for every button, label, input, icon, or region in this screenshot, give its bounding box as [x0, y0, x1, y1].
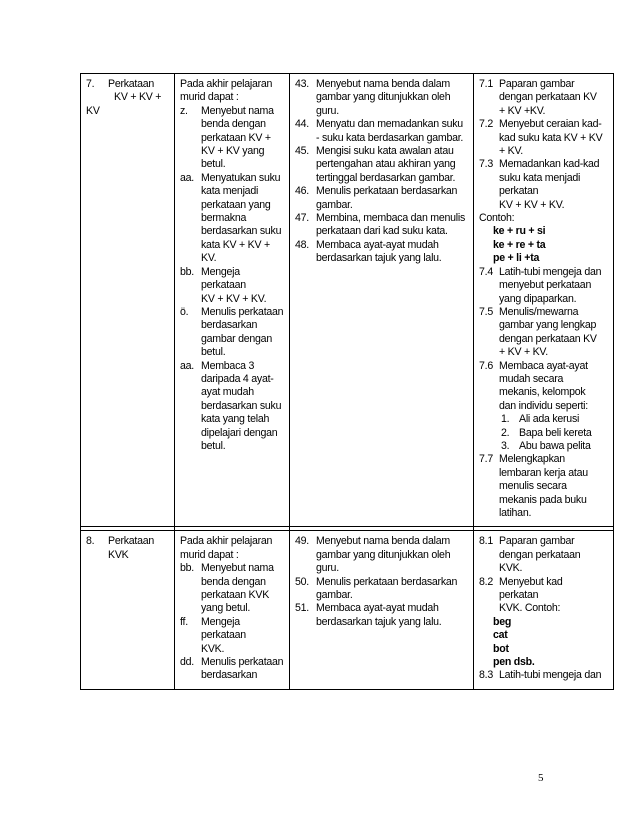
example-word: ke + re + ta — [493, 238, 546, 251]
objective-item — [180, 656, 286, 683]
item-text — [499, 669, 610, 682]
topic-cell — [81, 531, 175, 689]
item-marker: dd. — [180, 656, 194, 669]
text-line: + KV +KV. — [499, 104, 546, 117]
text-line: KVK. Contoh: — [499, 602, 561, 615]
text-line: Membaca 3 — [201, 359, 255, 372]
text-line: Latih-tubi mengeja dan — [499, 265, 602, 278]
example-word: bot — [493, 642, 509, 655]
text-line: Menyebut kad — [499, 575, 563, 588]
text-line: KV — [86, 104, 100, 117]
item-marker: 1. — [501, 413, 510, 426]
text-line: + KV. — [499, 145, 523, 158]
activity-item — [479, 576, 610, 616]
objective-item — [180, 266, 286, 306]
text-line: Paparan gambar — [499, 78, 575, 90]
example-sentence — [479, 413, 610, 426]
activity-item — [479, 306, 610, 360]
text-line: Mengeja — [201, 265, 240, 278]
text-line: Menyatu dan memadankan suku — [316, 118, 463, 131]
item-text — [316, 78, 470, 118]
text-line: Menyebut nama — [201, 104, 274, 117]
text-line: benda dengan — [201, 575, 266, 588]
text-line: Menulis perkataan — [201, 305, 284, 318]
topic-number: 8. — [86, 535, 95, 548]
item-text — [316, 118, 470, 145]
text-line: Menyebut ceraian kad- — [499, 118, 602, 131]
text-line: benda dengan — [201, 118, 266, 131]
example-word: beg — [493, 615, 512, 628]
text-line: menulis secara — [499, 480, 567, 493]
text-line: perkataan — [201, 629, 246, 642]
item-marker: 49. — [295, 535, 309, 548]
text-line: Menulis perkataan berdasarkan — [316, 185, 458, 198]
item-marker: 47. — [295, 212, 309, 225]
item-text — [499, 78, 610, 118]
example-word: cat — [493, 629, 508, 642]
text-line: suku kata menjadi — [499, 171, 581, 184]
activity-item — [479, 360, 610, 414]
outcomes-cell — [290, 531, 474, 689]
text-line: pertengahan atau akhiran yang — [316, 158, 456, 171]
text-line: gambar yang ditunjukkan oleh — [316, 91, 451, 104]
item-text — [316, 212, 470, 239]
text-line: perkatan — [499, 589, 539, 602]
item-text — [499, 576, 610, 616]
item-text — [201, 360, 286, 454]
table-row — [81, 531, 614, 689]
item-marker: 46. — [295, 185, 309, 198]
text-line: perkataan KVK — [201, 589, 270, 602]
text-line: Menyatukan suku — [201, 171, 281, 184]
activity-item — [479, 453, 610, 520]
item-text: Ali ada kerusi — [519, 413, 580, 426]
text-line: Menulis perkataan — [201, 656, 284, 669]
text-line: yang betul. — [201, 602, 251, 615]
item-marker: 7.5 — [479, 305, 493, 318]
text-line: perkataan — [201, 279, 246, 292]
item-text: Abu bawa pelita — [519, 439, 591, 452]
text-line: Membaca ayat-ayat — [499, 359, 588, 372]
item-text — [201, 562, 286, 616]
item-text — [316, 145, 470, 185]
text-line: Latih-tubi mengeja dan — [499, 669, 602, 682]
text-line: dan individu seperti: — [499, 399, 588, 412]
text-line: - suku kata berdasarkan gambar. — [316, 131, 464, 144]
text-line: dengan perkataan — [499, 548, 581, 561]
item-text — [316, 576, 470, 603]
item-text — [316, 239, 470, 266]
objective-item — [180, 105, 286, 172]
text-line: betul. — [201, 346, 226, 359]
item-marker: aa. — [180, 171, 194, 184]
text-line: kata KV + KV + — [201, 238, 270, 251]
text-line: Perkataan — [108, 78, 155, 90]
item-text — [201, 306, 286, 360]
item-marker: 45. — [295, 145, 309, 158]
item-text — [316, 602, 470, 629]
text-line: gambar dengan — [201, 332, 272, 345]
outcomes-cell — [290, 74, 474, 527]
item-text — [499, 118, 610, 158]
item-marker: 51. — [295, 602, 309, 615]
activities-cell — [474, 74, 614, 527]
objective-item — [180, 562, 286, 616]
item-text — [499, 453, 610, 520]
text-line: guru. — [316, 562, 339, 575]
item-text — [201, 105, 286, 172]
text-line: menyebut perkataan — [499, 279, 592, 292]
topic-title — [86, 535, 171, 562]
text-line: Paparan gambar — [499, 535, 575, 548]
text-line: yang dipaparkan. — [499, 292, 577, 305]
item-text — [201, 656, 286, 683]
text-line: kata yang telah — [201, 413, 270, 426]
item-marker: 7.3 — [479, 158, 493, 171]
text-line: KV + KV yang — [201, 145, 265, 158]
text-line: Menyebut nama benda dalam — [316, 535, 450, 548]
text-line: perkataan dari kad suku kata. — [316, 225, 448, 238]
text-line: KV + KV + KV. — [499, 198, 565, 211]
text-line: KV. — [201, 252, 217, 265]
text-line: Melengkapkan — [499, 453, 565, 466]
item-marker: 48. — [295, 238, 309, 251]
activity-item — [479, 535, 610, 575]
text-line: Pada akhir pelajaran — [180, 78, 273, 90]
item-text — [499, 360, 610, 414]
text-line: Mengeja — [201, 615, 240, 628]
objectives-cell — [175, 74, 290, 527]
objective-item — [180, 616, 286, 656]
lesson-plan-table — [80, 73, 614, 690]
text-line: berdasarkan — [201, 669, 258, 682]
text-line: murid dapat : — [180, 91, 239, 104]
item-marker: 3. — [501, 439, 510, 452]
topic-number: 7. — [86, 78, 95, 90]
item-text — [316, 185, 470, 212]
item-text — [499, 306, 610, 360]
table-row — [81, 74, 614, 527]
text-line: dengan perkataan KV — [499, 91, 597, 104]
outcome-item — [295, 535, 470, 575]
outcome-item — [295, 602, 470, 629]
text-line: mekanis pada buku — [499, 493, 587, 506]
example-word: pen dsb. — [493, 656, 535, 669]
text-line: Memadankan kad-kad — [499, 158, 600, 171]
text-line: Menulis perkataan berdasarkan — [316, 575, 458, 588]
example-word: ke + ru + si — [493, 225, 546, 238]
objective-item — [180, 306, 286, 360]
item-text — [201, 266, 286, 306]
outcome-item — [295, 576, 470, 603]
outcome-item — [295, 145, 470, 185]
text-line: gambar. — [316, 198, 353, 211]
item-text: Bapa beli kereta — [519, 426, 592, 439]
contoh-label: Contoh: — [479, 212, 515, 225]
text-line: perkataan yang — [201, 198, 271, 211]
text-line: mudah secara — [499, 372, 564, 385]
text-line: KV + KV + — [114, 91, 162, 104]
text-line: gambar yang lengkap — [499, 319, 597, 332]
text-line: gambar. — [316, 589, 353, 602]
text-line: kata menjadi — [201, 185, 259, 198]
topic-cell — [81, 74, 175, 527]
outcome-item — [295, 118, 470, 145]
text-line: Menyebut nama benda dalam — [316, 78, 450, 90]
text-line: KVK — [108, 548, 129, 561]
item-text — [499, 266, 610, 306]
objectives-cell — [175, 531, 290, 689]
text-line: Membina, membaca dan menulis — [316, 212, 466, 225]
item-marker: ff. — [180, 615, 188, 628]
text-line: daripada 4 ayat- — [201, 372, 274, 385]
text-line: bermakna — [201, 212, 247, 225]
objective-item — [180, 172, 286, 266]
text-line: Menulis/mewarna — [499, 305, 579, 318]
item-marker: 7.6 — [479, 359, 493, 372]
item-marker: 50. — [295, 575, 309, 588]
text-line: dengan perkataan KV — [499, 332, 597, 345]
activities-cell — [474, 531, 614, 689]
topic-text — [108, 78, 171, 105]
item-marker: aa. — [180, 359, 194, 372]
text-line: berdasarkan tajuk yang lalu. — [316, 615, 442, 628]
text-line: Perkataan — [108, 535, 155, 548]
item-marker: 8.2 — [479, 575, 493, 588]
text-line: KV + KV + KV. — [201, 292, 267, 305]
item-marker: ö. — [180, 305, 189, 318]
item-marker: 8.3 — [479, 669, 493, 682]
outcome-item — [295, 239, 470, 266]
activity-item — [479, 78, 610, 118]
text-line: Membaca ayat-ayat mudah — [316, 238, 439, 251]
item-marker: 7.4 — [479, 265, 493, 278]
example-word: pe + li +ta — [493, 252, 540, 265]
item-marker: 7.1 — [479, 78, 493, 90]
text-line: berdasarkan — [201, 319, 258, 332]
activity-item — [479, 158, 610, 212]
activity-item — [479, 266, 610, 306]
text-line: Membaca ayat-ayat mudah — [316, 602, 439, 615]
text-line: berdasarkan tajuk yang lalu. — [316, 252, 442, 265]
text-line: Menyebut nama — [201, 562, 274, 575]
item-text — [499, 158, 610, 212]
text-line: KVK. — [201, 642, 225, 655]
text-line: mekanis, kelompok — [499, 386, 586, 399]
text-line: Mengisi suku kata awalan atau — [316, 145, 454, 158]
outcome-item — [295, 78, 470, 118]
text-line: lembaran kerja atau — [499, 466, 588, 479]
example-sentence — [479, 427, 610, 440]
item-text — [499, 535, 610, 575]
outcome-item — [295, 212, 470, 239]
text-line: ayat mudah — [201, 386, 254, 399]
activity-item — [479, 118, 610, 158]
item-marker: 2. — [501, 426, 510, 439]
item-text — [201, 616, 286, 656]
item-marker: 7.2 — [479, 118, 493, 131]
text-line: + KV + KV. — [499, 346, 548, 359]
item-marker: 7.7 — [479, 453, 493, 466]
item-marker: z. — [180, 104, 188, 117]
objective-item — [180, 360, 286, 454]
item-text — [316, 535, 470, 575]
text-line: latihan. — [499, 507, 532, 519]
text-line: KVK. — [499, 562, 523, 575]
text-line: Pada akhir pelajaran — [180, 535, 273, 548]
text-line: kad suku kata KV + KV — [499, 131, 603, 144]
topic-text — [108, 535, 171, 562]
text-line: gambar yang ditunjukkan oleh — [316, 548, 451, 561]
page-number: 5 — [538, 772, 544, 784]
item-marker: 43. — [295, 78, 309, 90]
item-marker: bb. — [180, 265, 194, 278]
text-line: perkataan KV + — [201, 131, 271, 144]
text-line: dipelajari dengan — [201, 426, 278, 439]
outcome-item — [295, 185, 470, 212]
text-line: guru. — [316, 104, 339, 117]
item-marker: 44. — [295, 118, 309, 131]
example-sentence — [479, 440, 610, 453]
topic-title — [86, 78, 171, 105]
text-line: betul. — [201, 439, 226, 452]
text-line: murid dapat : — [180, 548, 239, 561]
item-text — [201, 172, 286, 266]
text-line: berdasarkan suku — [201, 399, 282, 412]
text-line: berdasarkan suku — [201, 225, 282, 238]
item-marker: bb. — [180, 562, 194, 575]
text-line: perkatan — [499, 185, 539, 198]
text-line: tertinggal berdasarkan gambar. — [316, 171, 456, 184]
item-marker: 8.1 — [479, 535, 493, 548]
activity-item — [479, 669, 610, 682]
text-line: betul. — [201, 158, 226, 171]
